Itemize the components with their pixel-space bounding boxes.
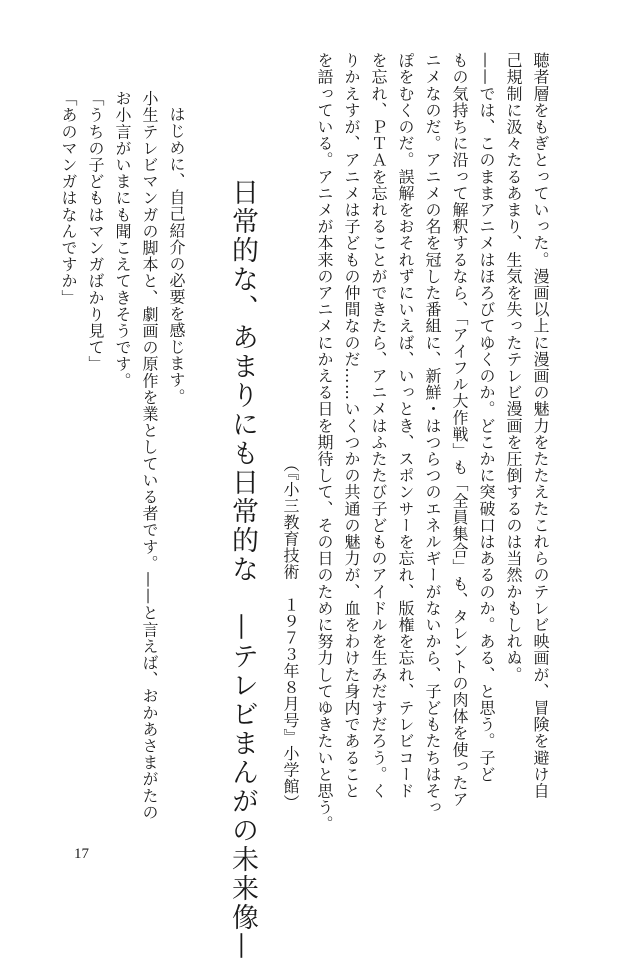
article-line-5: ニメなのだ。アニメの名を冠した番組に、新鮮・はつらつのエネルギーがないから、子どもたちはそっ [423, 52, 442, 816]
article-line-6: ぽをむくのだ。誤解をおそれずにいえば、いっとき、スポンサーを忘れ、版権を忘れ、テレビコード [396, 52, 415, 799]
page-number: 17 [74, 846, 89, 862]
article-line-4: もの気持ちに沿って解釈するなら、「アイフル大作戦」も「全員集合」も、タレントの肉体を使ったア [450, 52, 469, 808]
article-line-2: 己規制に汲々たるあまり、生気を失ったテレビ漫画を圧倒するのは当然かもしれぬ。 [504, 52, 523, 683]
article-line-9: を語っている。アニメが本来のアニメにかえる日を期待して、その日のために努力してゆきたいと思う。 [315, 52, 334, 833]
essay-line-1: はじめに、自己紹介の必要を感じます。 [167, 106, 186, 405]
article-line-1: 聴者層をもぎとっていった。漫画以上に漫画の魅力をたたえたこれらのテレビ映画が、冒険を避け自 [531, 52, 550, 799]
essay-line-4: 「うちの子どもはマンガばかり見て」 [86, 90, 105, 373]
essay-line-5: 「あのマンガはなんですか」 [59, 90, 78, 306]
article-line-7: を忘れ、ＰＴＡを忘れることができたら、アニメはふたたび子どものアイドルを生みだすだろう。く [369, 52, 388, 799]
essay-title: 日常的な、あまりにも日常的な —テレビまんがの未来像— [227, 178, 258, 961]
article-source-citation: （『小三教育技術 １９７３年８月号』小学館） [281, 456, 300, 811]
article-line-3: ——では、このままアニメはほろびてゆくのか。どこかに突破口はあるのか。ある、と思う。子ど [477, 52, 496, 783]
essay-line-3: お小言がいまにも聞こえてきそうです。 [113, 90, 132, 389]
article-line-8: りかえすが、アニメは子どもの仲間なのだ……いくつかの共通の魅力が、血をわけた身内であること [342, 52, 361, 799]
essay-line-2: 小生テレビマンガの脚本と、劇画の原作を業としている者です。——と言えば、おかあさまがたの [140, 90, 159, 821]
